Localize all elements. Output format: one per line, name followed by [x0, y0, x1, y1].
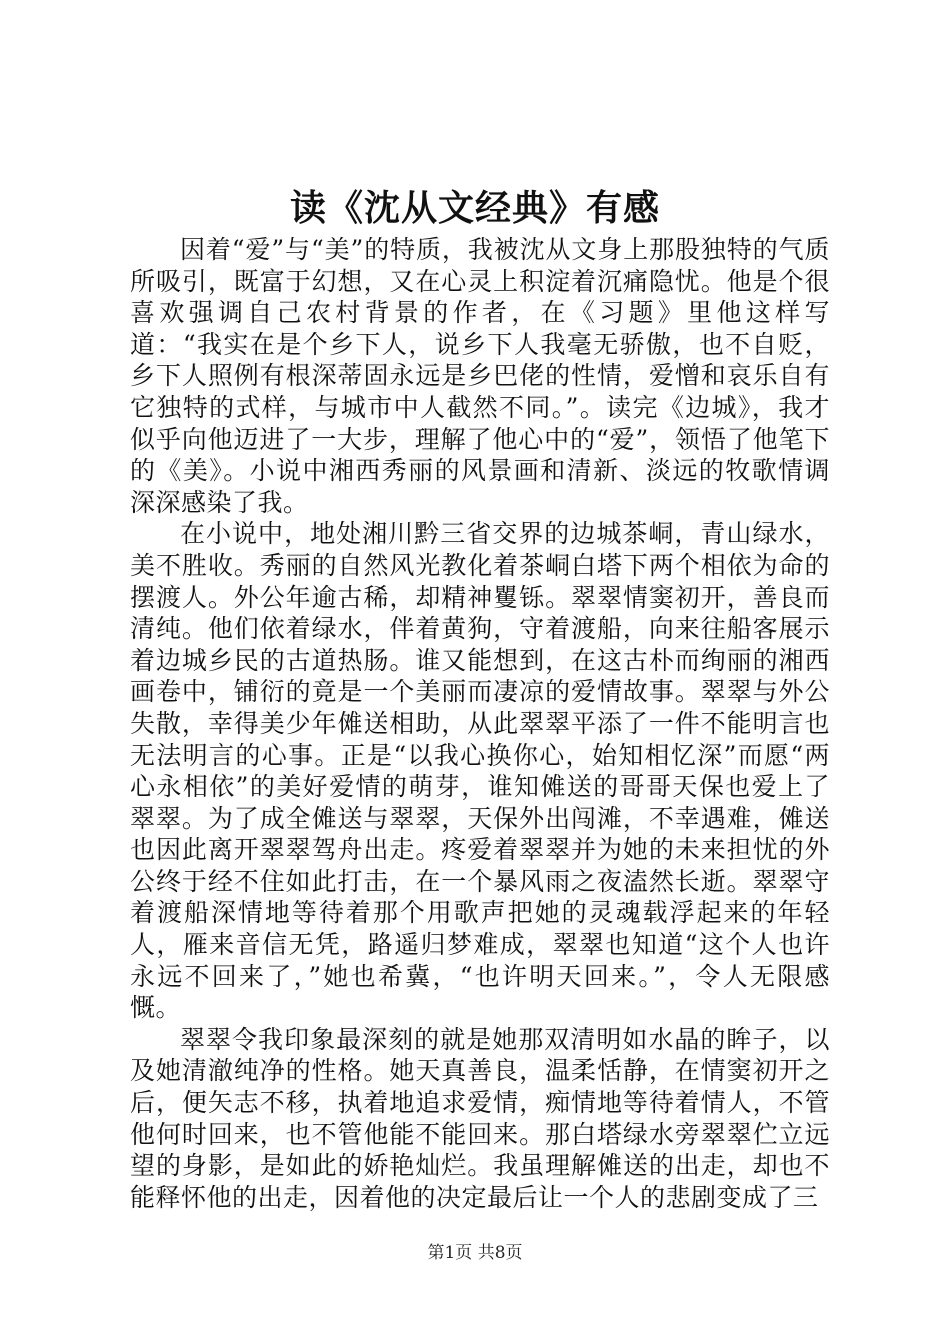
paragraph-1: 因着“爱”与“美”的特质，我被沈从文身上那股独特的气质所吸引，既富于幻想，又在心灵上积淀着沉痛隐忧。他是个很喜欢强调自己农村背景的作者，在《习题》里他这样写道：“我实在是个乡下人，说乡下人我毫无骄傲，也不自贬，乡下人照例有根深蒂固永远是乡巴佬的性情，爱憎和哀乐自有它独特的式样，与城市中人截然不同。”。读完《边城》，我才似乎向他迈进了一大步，理解了他心中的“爱”，领悟了他笔下的《美》。小说中湘西秀丽的风景画和清新、淡远的牧歌情调深深感染了我。: [130, 235, 830, 517]
document-body: [130, 234, 830, 1213]
page-number: 第1页 共8页: [427, 1243, 523, 1263]
paragraph-3: 翠翠令我印象最深刻的就是她那双清明如水晶的眸子，以及她清澈纯净的性格。她天真善良，温柔恬静，在情窦初开之后，便矢志不移，执着地追求爱情，痴情地等待着情人，不管他何时回来，也不管他能不能回来。那白塔绿水旁翠翠伫立远望的身影，是如此的娇艳灿烂。我虽理解傩送的出走，却也不能释怀他的出走，因着他的决定最后让一个人的悲剧变成了三: [130, 1024, 830, 1212]
document-title: 读《沈从文经典》有感: [289, 187, 660, 229]
paragraph-2: 在小说中，地处湘川黔三省交界的边城茶峒，青山绿水，美不胜收。秀丽的自然风光教化着茶峒白塔下两个相依为命的摆渡人。外公年逾古稀，却精神矍铄。翠翠情窦初开，善良而清纯。他们依着绿水，伴着黄狗，守着渡船，向来往船客展示着边城乡民的古道热肠。谁又能想到，在这古朴而绚丽的湘西画卷中，铺衍的竟是一个美丽而凄凉的爱情故事。翠翠与外公失散，幸得美少年傩送相助，从此翠翠平添了一件不能明言也无法明言的心事。正是“以我心换你心，始知相忆深”而愿“两心永相依”的美好爱情的萌芽，谁知傩送的哥哥天保也爱上了翠翠。为了成全傩送与翠翠，天保外出闯滩，不幸遇难，傩送也因此离开翠翠驾舟出走。疼爱着翠翠并为她的未来担忧的外公终于经不住如此打击，在一个暴风雨之夜溘然长逝。翠翠守着渡船深情地等待着那个用歌声把她的灵魂载浮起来的年轻人，雁来音信无凭，路遥归梦难成，翠翠也知道“这个人也许永远不回来了，”她也希冀，“也许明天回来。”，令人无限感慨。: [130, 519, 830, 1023]
